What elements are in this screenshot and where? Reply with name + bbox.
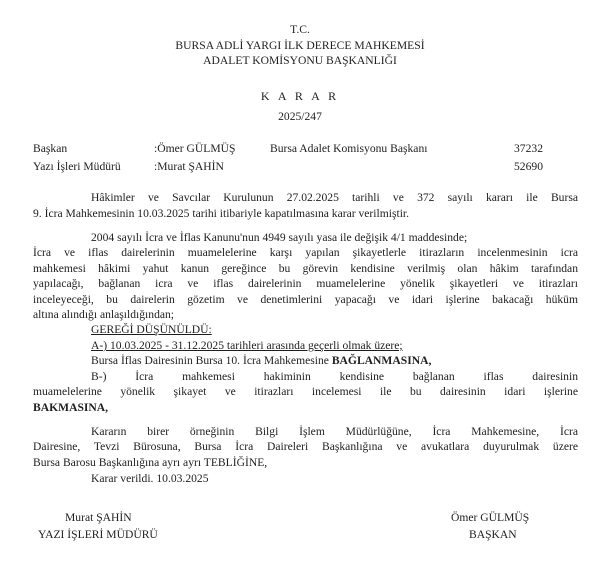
paragraph-line: Dairesine, Tevzi Bürosuna, Bursa İcra Daireleri Başkanlığına ve avukatlara duyurulmak üzere — [33, 440, 578, 453]
official-title: Bursa Adalet Komisyonu Başkanı — [270, 142, 428, 155]
paragraph-line: 2004 sayılı İcra ve İflas Kanunu'nun 4949 sayılı yasa ile değişik 4/1 maddesinde; — [91, 231, 468, 244]
item-a: A-) 10.03.2025 - 31.12.2025 tarihleri arasında geçerli olmak üzere; — [91, 339, 403, 352]
official-role: Yazı İşleri Müdürü — [33, 160, 121, 173]
paragraph-line: Bursa Barosu Başkanlığına ayrı ayrı TEBLİĞİNE, — [33, 456, 268, 469]
operative-heading: GEREĞİ DÜŞÜNÜLDÜ: — [91, 323, 212, 336]
item-a-detail — [91, 354, 431, 367]
official-name: :Ömer GÜLMÜŞ — [154, 142, 236, 155]
court-heading: BURSA ADLİ YARGI İLK DERECE MAHKEMESİ — [175, 39, 425, 52]
official-name: :Murat ŞAHİN — [154, 160, 224, 173]
paragraph-line: mahkemesi hâkimi yahut kanun gereğince bu görevin kendisine verilmiş olan hâkim tarafından — [33, 262, 578, 275]
paragraph-line: İcra ve iflas dairelerinin muamelelerine karşı yapılan şikayetlerle itirazların incelenmesinin icra — [33, 246, 578, 259]
paragraph-line: inceleyeceği, bu dairelerin gözetim ve denetimlerini yapacağı ve idari işlerine bakacağı hüküm — [33, 293, 578, 306]
item-a-decision: BAĞLANMASINA, — [331, 354, 432, 367]
item-a-text: Bursa İflas Dairesinin Bursa 10. İcra Mahkemesine — [91, 354, 332, 367]
signature-right-title: BAŞKAN — [469, 528, 517, 541]
decision-heading: K A R A R — [260, 89, 340, 103]
official-role: Başkan — [33, 142, 68, 155]
official-id: 52690 — [514, 160, 543, 173]
paragraph-line: Kararın birer örneğinin Bilgi İşlem Müdürlüğüne, İcra Mahkemesine, İcra — [91, 425, 578, 438]
signature-left-name: Murat ŞAHİN — [65, 511, 132, 524]
paragraph-line: B-) İcra mahkemesi hakiminin kendisine bağlanan iflas dairesinin — [91, 370, 578, 383]
official-id: 37232 — [514, 142, 543, 155]
paragraph-line: Hâkimler ve Savcılar Kurulunun 27.02.2025 tarihli ve 372 sayılı kararı ile Bursa — [91, 191, 578, 204]
signature-left-title: YAZI İŞLERİ MÜDÜRÜ — [38, 528, 158, 541]
decision-number: 2025/247 — [278, 110, 322, 123]
country-heading: T.C. — [290, 23, 310, 36]
item-b-decision: BAKMASINA, — [33, 401, 109, 414]
commission-heading: ADALET KOMİSYONU BAŞKANLIĞI — [203, 54, 397, 67]
verdict-line: Karar verildi. 10.03.2025 — [91, 472, 209, 485]
signature-right-name: Ömer GÜLMÜŞ — [451, 511, 530, 524]
paragraph-line: altına alındığı anlaşıldığından; — [33, 308, 175, 321]
paragraph-line: muamelelerine yönelik şikayet ve itirazları incelemesi ile bu dairesinin idari işlerine — [33, 385, 578, 398]
paragraph-line: yapılacağı, bağlanan icra ve iflas dairelerinin muamelelerine yönelik şikayetleri ve itirazları — [33, 277, 578, 290]
paragraph-line: 9. İcra Mahkemesinin 10.03.2025 tarihi itibariyle kapatılmasına karar verilmiştir. — [33, 207, 410, 220]
